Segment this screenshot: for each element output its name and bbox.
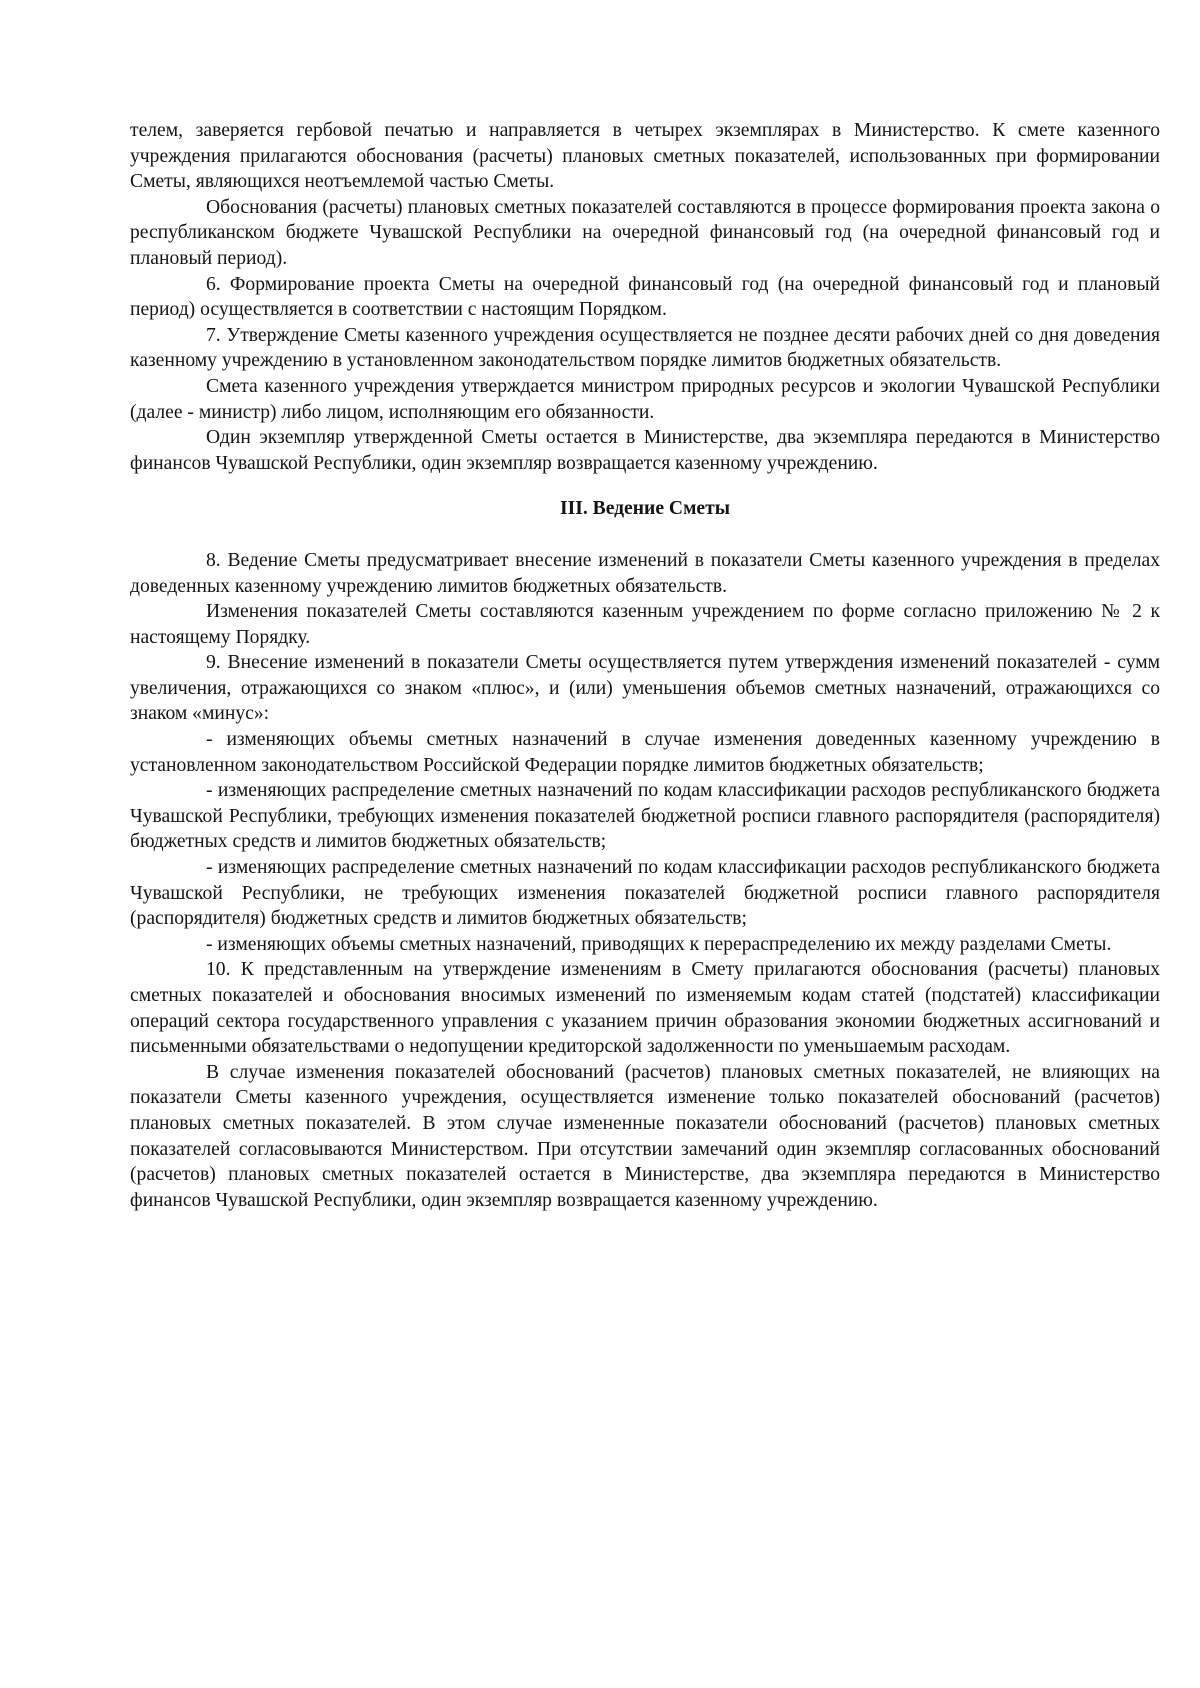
list-item: - изменяющих распределение сметных назначений по кодам классификации расходов республиканского бюджета Чувашской Республики, требующих изменения показателей бюджетной росписи главного распорядителя (распорядителя) бюджетных средств и лимитов бюджетных обязательств;: [130, 780, 1160, 853]
paragraph: Изменения показателей Сметы составляются казенным учреждением по форме согласно приложению № 2 к настоящему Порядку.: [130, 601, 1160, 648]
document-page: [130, 118, 1160, 1213]
list-item: - изменяющих объемы сметных назначений в случае изменения доведенных казенному учреждению в установленном законодательством Российской Федерации порядке лимитов бюджетных обязательств;: [130, 729, 1160, 776]
paragraph-item-6: 6. Формирование проекта Сметы на очередной финансовый год (на очередной финансовый год и плановый период) осуществляется в соответствии с настоящим Порядком.: [130, 273, 1160, 321]
paragraph-item-8: 8. Ведение Сметы предусматривает внесение изменений в показатели Сметы казенного учреждения в пределах доведенных казенному учреждению лимитов бюджетных обязательств.: [130, 549, 1160, 597]
paragraph: Смета казенного учреждения утверждается министром природных ресурсов и экологии Чувашской Республики (далее - министр) либо лицом, исполняющим его обязанности.: [130, 375, 1160, 423]
paragraph-item-7: 7. Утверждение Сметы казенного учреждения осуществляется не позднее десяти рабочих дней со дня доведения казенному учреждению в установленном законодательством порядке лимитов бюджетных обязательств.: [130, 324, 1160, 372]
paragraph: Один экземпляр утвержденной Сметы остается в Министерстве, два экземпляра передаются в Министерство финансов Чувашской Республики, один экземпляр возвращается казенному учреждению.: [130, 427, 1160, 474]
section-heading: III. Ведение Сметы: [559, 498, 731, 520]
paragraph: телем, заверяется гербовой печатью и направляется в четырех экземплярах в Министерство. К смете казенного учреждения прилагаются обоснования (расчеты) плановых сметных показателей, использованных при формировании Сметы, являющихся неотъемлемой частью Сметы.: [130, 120, 1160, 193]
list-item: - изменяющих объемы сметных назначений, приводящих к перераспределению их между разделами Сметы.: [206, 933, 1112, 955]
paragraph-item-10: 10. К представленным на утверждение изменениям в Смету прилагаются обоснования (расчеты) плановых сметных показателей и обоснования вносимых изменений по изменяемым кодам статей (подстатей) классификации операций сектора государственного управления с указанием причин образования экономии бюджетных ассигнований и письменными обязательствами о недопущении кредиторской задолженности по уменьшаемым расходам.: [130, 959, 1160, 1058]
list-item: - изменяющих распределение сметных назначений по кодам классификации расходов республиканского бюджета Чувашской Республики, не требующих изменения показателей бюджетной росписи главного распорядителя (распорядителя) бюджетных средств и лимитов бюджетных обязательств;: [130, 857, 1160, 930]
paragraph: В случае изменения показателей обоснований (расчетов) плановых сметных показателей, не влияющих на показатели Сметы казенного учреждения, осуществляется изменение только показателей обоснований (расчетов) плановых сметных показателей. В этом случае измененные показатели обоснований (расчетов) плановых сметных показателей согласовываются Министерством. При отсутствии замечаний один экземпляр согласованных обоснований (расчетов) плановых сметных показателей остается в Министерстве, два экземпляра передаются в Министерство финансов Чувашской Республики, один экземпляр возвращается казенному учреждению.: [130, 1061, 1160, 1211]
paragraphs-top: [130, 118, 1160, 476]
paragraph-item-9: 9. Внесение изменений в показатели Сметы осуществляется путем утверждения изменений показателей - сумм увеличения, отражающихся со знаком «плюс», и (или) уменьшения объемов сметных назначений, отражающихся со знаком «минус»:: [130, 652, 1160, 725]
paragraphs-bottom: [130, 548, 1160, 1213]
paragraph: Обоснования (расчеты) плановых сметных показателей составляются в процессе формирования проекта закона о республиканском бюджете Чувашской Республики на очередной финансовый год (на очередной финансовый год и плановый период).: [130, 196, 1160, 269]
